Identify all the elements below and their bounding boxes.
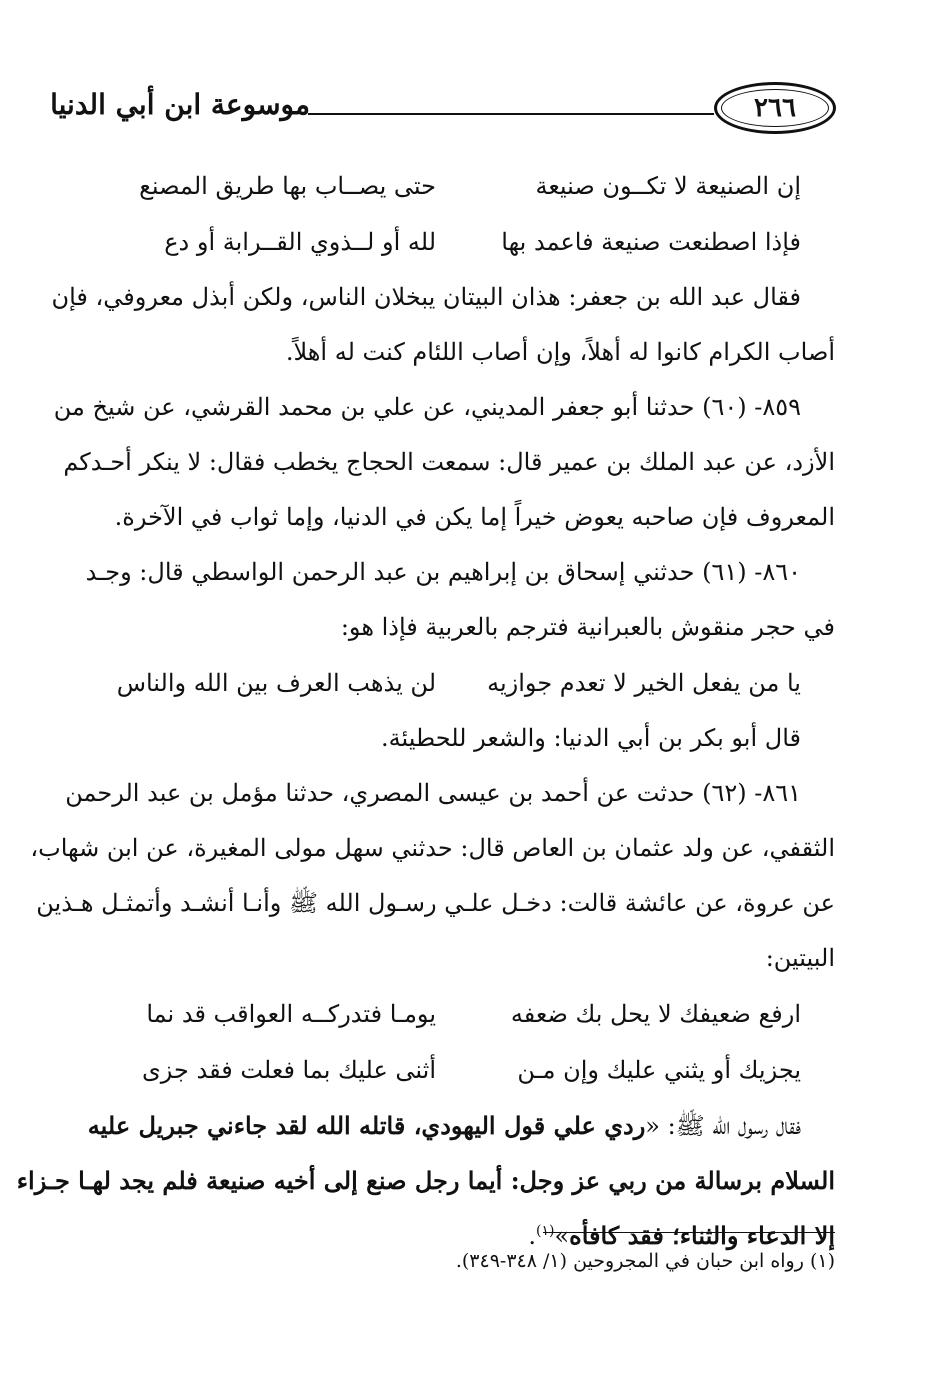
hadith-close-quote: » <box>554 1222 570 1250</box>
footnote: (١) رواه ابن حبان في المجروحين (١/ ٣٤٨-٣٤٩). <box>455 1250 835 1272</box>
narration-859-line: المعروف فإن صاحبه يعوض خيراً إما يكن في الدنيا، وإما ثواب في الآخرة. <box>114 503 835 531</box>
page-header <box>50 82 836 138</box>
hadith-text: إلا الدعاء والثناء؛ فقد كافأه <box>569 1221 835 1250</box>
verse-first-hemistich: إن الصنيعة لا تكــون صنيعة <box>535 172 801 200</box>
narration-861-line: الثقفي، عن ولد عثمان بن العاص قال: حدثني سهل مولى المغيرة، عن ابن شهاب، <box>30 834 835 862</box>
verse-first-hemistich: يا من يفعل الخير لا تعدم جوازيه <box>487 669 801 697</box>
hadith-intro: فقال رسول الله ﷺ: « <box>645 1112 801 1140</box>
verse-second-hemistich: حتى يصــاب بها طريق المصنع <box>139 172 436 200</box>
page-body <box>16 158 835 1263</box>
verse-first-hemistich: ارفع ضعيفك لا يحل بك ضعفه <box>510 1000 801 1028</box>
narration-861-line: ٨٦١- (٦٢) حدثت عن أحمد بن عيسى المصري، حدثنا مؤمل بن عبد الرحمن <box>65 779 801 807</box>
footnote-rule <box>543 1232 835 1233</box>
verse-line <box>100 214 835 270</box>
narration-859-line: الأزد، عن عبد الملك بن عمير قال: سمعت الحجاج يخطب فقال: لا ينكر أحـدكم <box>63 448 835 476</box>
text-line: فقال عبد الله بن جعفر: هذان البيتان يبخلان الناس، ولكن أبذل معروفي، فإن <box>51 283 801 311</box>
text-line: أصاب الكرام كانوا له أهلاً، وإن أصاب اللئام كنت له أهلاً. <box>285 338 835 366</box>
narration-860-line: ٨٦٠- (٦١) حدثني إسحاق بن إبراهيم بن عبد الرحمن الواسطي قال: وجـد <box>85 558 801 586</box>
verse-second-hemistich: لن يذهب العرف بين الله والناس <box>116 669 436 697</box>
hadith-line <box>87 1098 835 1153</box>
footnote-ref[interactable]: (١) <box>535 1223 555 1239</box>
verse-line <box>100 1042 835 1098</box>
verse-second-hemistich: أثنى عليك بما فعلت فقد جزى <box>142 1056 436 1084</box>
narration-859-line: ٨٥٩- (٦٠) حدثنا أبو جعفر المديني، عن علي بن محمد القرشي، عن شيخ من <box>53 393 801 421</box>
narration-860-line: في حجر منقوش بالعبرانية فترجم بالعربية فإذا هو: <box>340 613 835 641</box>
verse-line <box>100 655 835 711</box>
sentence-end: . <box>528 1222 536 1250</box>
header-rule <box>308 113 714 115</box>
verse-line <box>100 986 835 1042</box>
verse-second-hemistich: يومـا فتدركــه العواقب قد نما <box>146 1000 436 1028</box>
narration-861-line: عن عروة، عن عائشة قالت: دخـل علـي رسـول الله ﷺ وأنـا أنشـد وأتمثـل هـذين <box>36 889 835 917</box>
verse-line <box>100 158 835 214</box>
narration-861-line: البيتين: <box>765 944 835 972</box>
verse-first-hemistich: يجزيك أو يثني عليك وإن مـن <box>517 1056 801 1084</box>
verse-second-hemistich: لله أو لــذوي القــرابة أو دع <box>164 228 436 256</box>
page-number: ٢٦٦ <box>754 93 796 123</box>
hadith-line: السلام برسالة من ربي عز وجل: أيما رجل صنع إلى أخيه صنيعة فلم يجد لهـا جـزاء <box>16 1166 835 1195</box>
book-title: موسوعة ابن أبي الدنيا <box>50 88 310 121</box>
hadith-text: ردي علي قول اليهودي، قاتله الله لقد جاءني جبريل عليه <box>87 1111 646 1140</box>
text-line: قال أبو بكر بن أبي الدنيا: والشعر للحطيئة. <box>381 724 801 752</box>
page-number-oval <box>714 82 836 134</box>
verse-first-hemistich: فإذا اصطنعت صنيعة فاعمد بها <box>501 228 801 256</box>
